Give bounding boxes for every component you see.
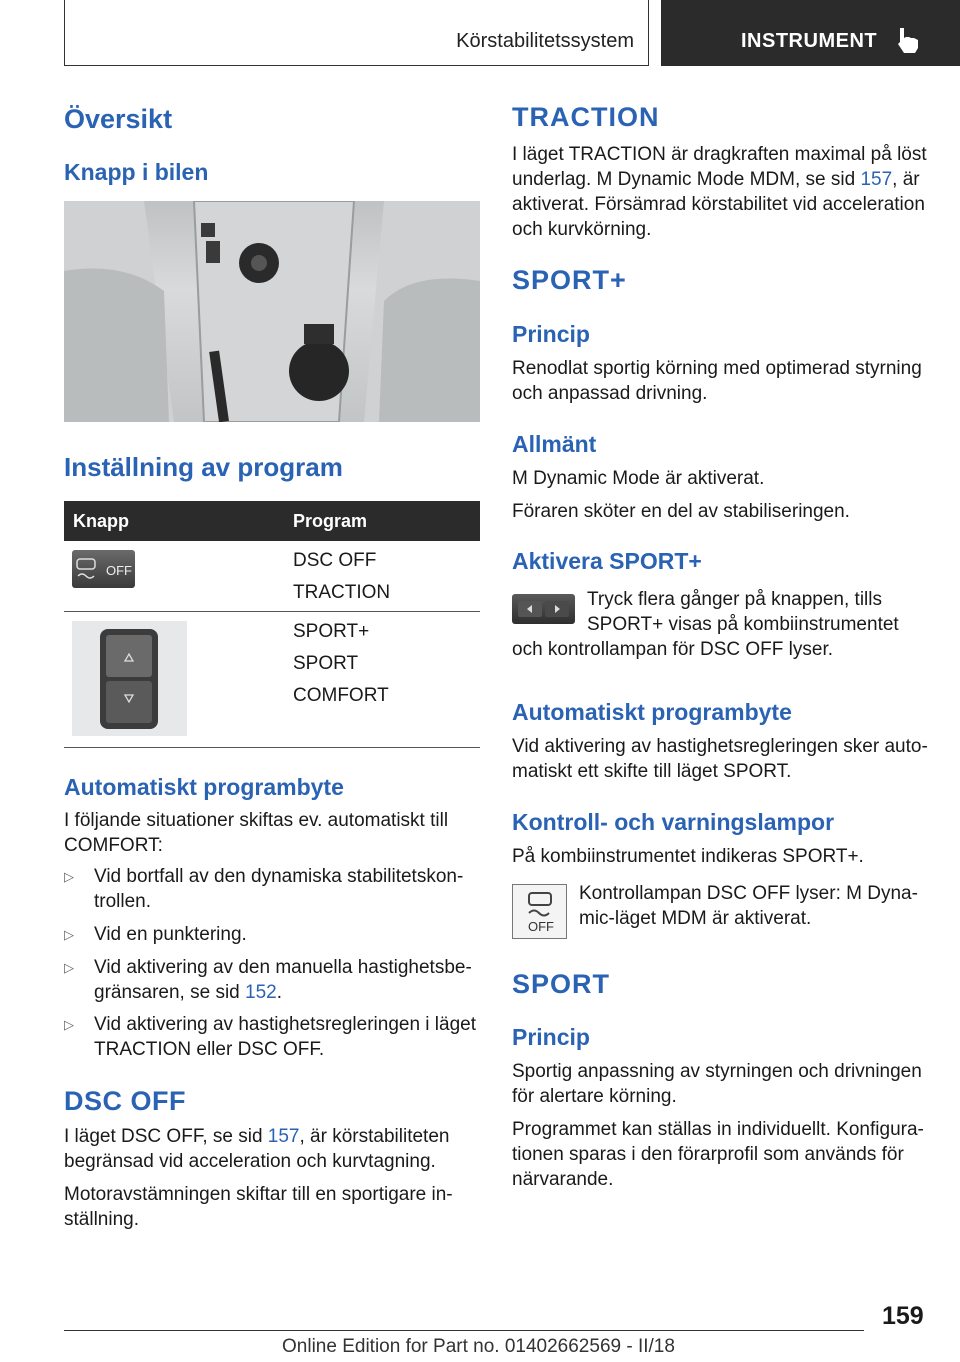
lamp-off-label: OFF [528,919,554,934]
table-col-program: Program [293,511,368,531]
princip2-line1: Sportig anpassning av styrningen och drivningen [512,1061,922,1082]
header-section-box [64,0,649,66]
heading-installning: Inställning av program [64,452,343,482]
heading-traction: TRACTION [512,102,660,132]
dsc-off-button-icon [72,550,135,588]
dsc-text-line2: begränsad vid acceleration och kurvtagning. [64,1151,436,1172]
page-link-152[interactable]: 152 [245,982,277,1003]
heading-aktivera-sport-plus: Aktivera SPORT+ [512,548,702,574]
header-chapter-box [661,0,960,66]
traction-line3: aktiverat. Försämrad körstabilitet vid acceleration [512,194,925,215]
heading-automatiskt-programbyte: Automatiskt programbyte [64,774,344,800]
footer-edition-text: Online Edition for Part no. 01402662569 - II/18 [282,1336,675,1357]
auto2-line2: matiskt ett skifte till läget SPORT. [512,761,792,782]
console-illustration [64,201,480,422]
princip2-line2: för alertare körning. [512,1086,677,1107]
bullet-triangle-icon: ▷ [64,927,74,942]
allmant-line2: Föraren sköter en del av stabiliseringen. [512,501,850,522]
kontroll-line2: Kontrollampan DSC OFF lyser: M Dyna- [579,883,918,904]
princip2-line3: Programmet kan ställas in individuellt. Konfigura- [512,1119,924,1140]
heading-dsc-off: DSC OFF [64,1086,186,1116]
page-number: 159 [882,1302,924,1330]
page-link-157[interactable]: 157 [860,169,893,190]
heading-kontroll-varningslampor: Kontroll- och varningslampor [512,809,835,835]
auto-text-line1: I följande situationer skiftas ev. automatiskt till [64,810,449,831]
heading-princip-2: Princip [512,1024,590,1050]
allmant-line1: M Dynamic Mode är aktiverat. [512,468,765,489]
program-sport: SPORT [293,653,359,674]
bullet-triangle-icon: ▷ [64,869,74,884]
bullet-triangle-icon: ▷ [64,1017,74,1032]
heading-sport-plus: SPORT+ [512,265,627,295]
program-sport-plus: SPORT+ [293,621,370,642]
traction-line4: och kurvkörning. [512,219,652,240]
table-bottom-line [64,747,480,748]
auto-text-line2: COMFORT: [64,835,163,856]
dsc-off-label: OFF [106,563,132,578]
heading-automatiskt-programbyte-2: Automatiskt programbyte [512,699,792,725]
aktivera-line2: SPORT+ visas på kombiinstrumentet [587,614,899,635]
heading-sport: SPORT [512,969,611,999]
program-comfort: COMFORT [293,685,389,706]
header-section-title: Körstabilitetssystem [456,30,634,52]
page-link-157[interactable]: 157 [267,1126,300,1147]
aktivera-line1: Tryck flera gånger på knappen, tills [587,589,883,610]
princip1-line1: Renodlat sportig körning med optimerad styrning [512,358,922,379]
auto2-line1: Vid aktivering av hastighetsregleringen sker auto- [512,736,928,757]
mode-rocker-switch-icon [72,621,187,736]
footer-divider [64,1330,864,1331]
sport-rocker-button-icon [512,594,575,624]
header-chapter-title: INSTRUMENT [741,30,878,52]
princip2-line5: närvarande. [512,1169,614,1190]
dsc-text-line3: Motoravstämningen skiftar till en sportigare in- [64,1184,453,1205]
kontroll-line3: mic-läget MDM är aktiverat. [579,908,812,929]
kontroll-line1: På kombiinstrumentet indikeras SPORT+. [512,846,864,867]
heading-allmant: Allmänt [512,431,597,457]
dsc-text-line4: ställning. [64,1209,139,1230]
dsc-text-line1: I läget DSC OFF, se sid 157, är körstabiliteten [64,1126,450,1147]
program-traction: TRACTION [293,582,391,603]
heading-oversikt: Översikt [64,104,173,134]
program-dsc-off: DSC OFF [293,550,377,571]
bullet-triangle-icon: ▷ [64,960,74,975]
princip1-line2: och anpassad drivning. [512,383,708,404]
dsc-off-indicator-lamp-icon [512,884,567,939]
program-table-header [64,501,480,541]
princip2-line4: tionen sparas i den förarprofil som används för [512,1144,904,1165]
table-col-knapp: Knapp [73,511,129,531]
table-divider [64,611,480,612]
traction-line1: I läget TRACTION är dragkraften maximal på löst [512,144,927,165]
heading-knapp-i-bilen: Knapp i bilen [64,159,209,185]
pointing-hand-icon [895,26,921,54]
traction-line2: underlag. M Dynamic Mode MDM, se sid 157, är [512,169,920,190]
car-console-photo [64,201,480,422]
aktivera-line3: och kontrollampan för DSC OFF lyser. [512,639,833,660]
heading-princip: Princip [512,321,590,347]
